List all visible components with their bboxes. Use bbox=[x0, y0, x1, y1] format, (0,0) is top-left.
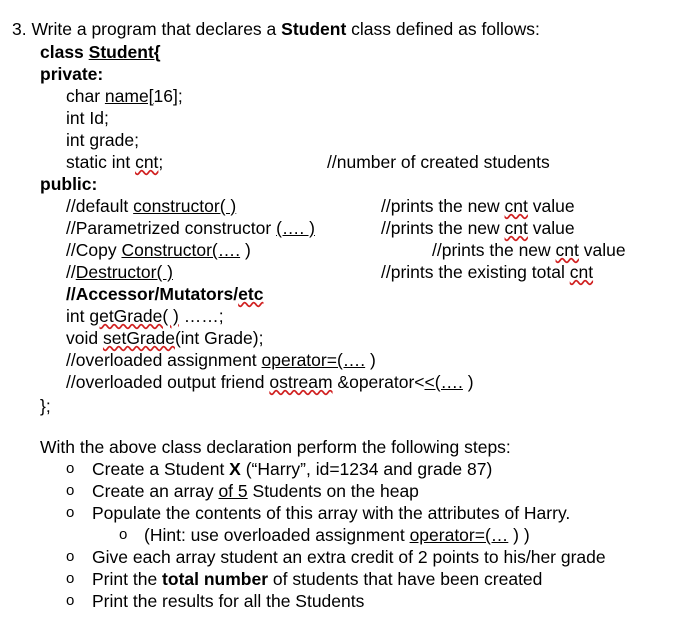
step-print-total: Print the total number of students that have been created bbox=[92, 569, 543, 589]
public-label: public: bbox=[40, 174, 98, 194]
copy-constructor-comment: //prints the new cnt value bbox=[432, 240, 626, 260]
class-declaration: class Student{ bbox=[40, 42, 161, 62]
private-label: private: bbox=[40, 64, 104, 84]
step-hint: (Hint: use overloaded assignment operator=(… ) ) bbox=[144, 525, 530, 545]
bullet-icon: o bbox=[119, 526, 128, 543]
default-constructor-comment: //prints the new cnt value bbox=[381, 196, 575, 216]
question-heading: 3. Write a program that declares a Student class defined as follows: bbox=[12, 19, 540, 39]
member-grade: int grade; bbox=[66, 130, 139, 150]
parametrized-constructor-comment: //prints the new cnt value bbox=[381, 218, 575, 238]
bullet-icon: o bbox=[66, 592, 75, 609]
bullet-icon: o bbox=[66, 460, 75, 477]
get-grade-method: int getGrade( ) ……; bbox=[66, 306, 224, 326]
step-extra-credit: Give each array student an extra credit of 2 points to his/her grade bbox=[92, 547, 606, 567]
output-operator: //overloaded output friend ostream &operator<<(…. ) bbox=[66, 372, 474, 392]
member-cnt: static int cnt; bbox=[66, 152, 164, 172]
default-constructor: //default constructor( ) bbox=[66, 196, 237, 216]
step-create-array: Create an array of 5 Students on the heap bbox=[92, 481, 419, 501]
step-print-results: Print the results for all the Students bbox=[92, 591, 365, 611]
assignment-operator: //overloaded assignment operator=(…. ) bbox=[66, 350, 376, 370]
accessor-mutators-comment: //Accessor/Mutators/etc bbox=[66, 284, 264, 304]
bullet-icon: o bbox=[66, 570, 75, 587]
question-number: 3. bbox=[12, 19, 27, 39]
class-close: }; bbox=[40, 396, 51, 416]
bullet-icon: o bbox=[66, 548, 75, 565]
step-create-student: Create a Student X (“Harry”, id=1234 and grade 87) bbox=[92, 459, 493, 479]
set-grade-method: void setGrade(int Grade); bbox=[66, 328, 264, 348]
destructor-comment: //prints the existing total cnt bbox=[381, 262, 594, 282]
step-populate-array: Populate the contents of this array with the attributes of Harry. bbox=[92, 503, 571, 523]
member-name: char name[16]; bbox=[66, 86, 183, 106]
bullet-icon: o bbox=[66, 482, 75, 499]
steps-intro: With the above class declaration perform the following steps: bbox=[40, 437, 511, 457]
member-id: int Id; bbox=[66, 108, 109, 128]
parametrized-constructor: //Parametrized constructor (…. ) bbox=[66, 218, 315, 238]
copy-constructor: //Copy Constructor(…. ) bbox=[66, 240, 251, 260]
bullet-icon: o bbox=[66, 504, 75, 521]
member-cnt-comment: //number of created students bbox=[327, 152, 550, 172]
destructor: //Destructor( ) bbox=[66, 262, 173, 282]
